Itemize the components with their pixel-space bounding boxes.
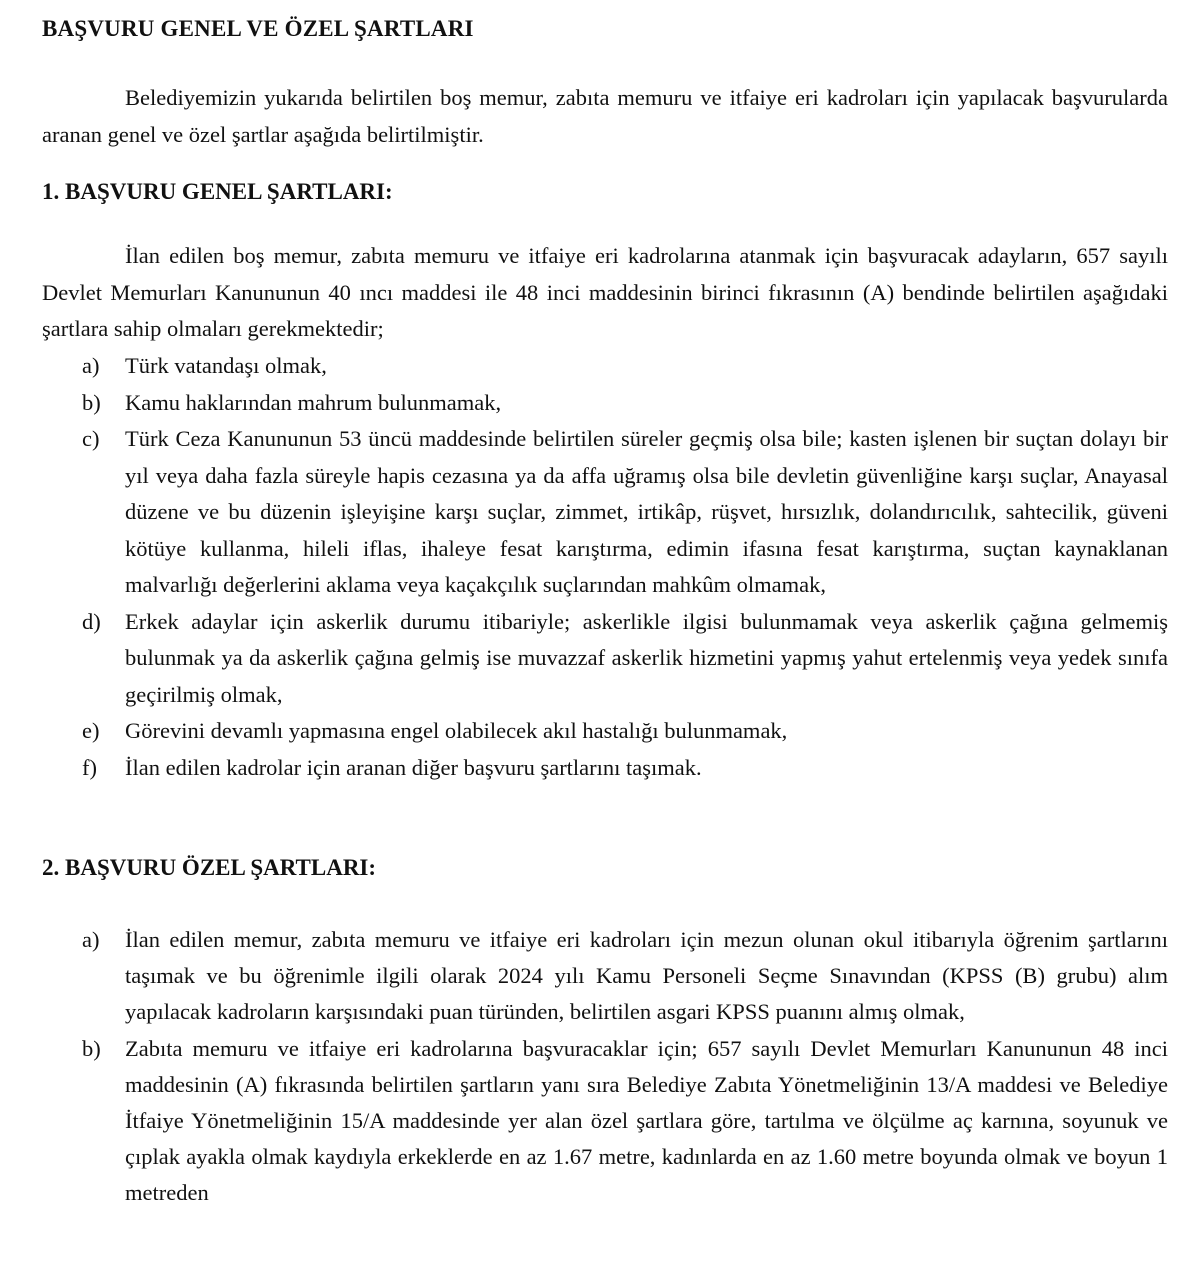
- list-item-text: İlan edilen kadrolar için aranan diğer başvuru şartlarını taşımak.: [125, 754, 702, 780]
- list-item-letter: b): [82, 1035, 101, 1061]
- general-conditions-list: [82, 348, 1168, 786]
- list-item-c: [82, 421, 1168, 604]
- list-item-a: [82, 922, 1168, 1031]
- list-item-letter: d): [82, 608, 101, 634]
- list-item-letter: a): [82, 353, 100, 378]
- list-item-f: [82, 750, 1168, 787]
- special-conditions-list: [82, 922, 1168, 1212]
- list-item-text: İlan edilen memur, zabıta memuru ve itfaiye eri kadroları için mezun olunan okul itibarıyla öğrenim şartlarını taşımak ve bu öğrenimle ilgili olarak 2024 yılı Kamu Personeli Seçme Sınavından (KPSS (B) grubu) alım yapılacak kadroların karşısındaki puan türünden, belirtilen asgari KPSS puanını almış olmak,: [125, 927, 1168, 1025]
- list-item-text: Türk Ceza Kanununun 53 üncü maddesinde belirtilen süreler geçmiş olsa bile; kasten işlenen bir suçtan dolayı bir yıl veya daha fazla süreyle hapis cezasına ya da affa uğramış olsa bile devletin güvenliğine karşı suçlar, Anayasal düzene ve bu düzenin işleyişine karşı suçlar, zimmet, irtikâp, rüşvet, hırsızlık, dolandırıcılık, sahtecilik, güveni kötüye kullanma, hileli iflas, ihaleye fesat karıştırma, edimin ifasına fesat karıştırma, suçtan kaynaklanan malvarlığı değerlerini aklama veya kaçakçılık suçlarından mahkûm olmamak,: [125, 426, 1168, 597]
- list-item-a: [82, 348, 1168, 385]
- list-item-letter: a): [82, 927, 100, 952]
- list-item-text: Kamu haklarından mahrum bulunmamak,: [125, 389, 502, 415]
- list-item-b: [82, 385, 1168, 422]
- section-1-paragraph: İlan edilen boş memur, zabıta memuru ve itfaiye eri kadrolarına atanmak için başvuracak adayların, 657 sayılı Devlet Memurları Kanununun 40 ıncı maddesi ile 48 inci maddesinin birinci fıkrasının (A) bendinde belirtilen aşağıdaki şartlara sahip olmaları gerekmektedir;: [42, 243, 1168, 341]
- list-item-e: [82, 713, 1168, 750]
- list-item-text: Türk vatandaşı olmak,: [125, 353, 327, 378]
- list-item-d: [82, 604, 1168, 714]
- document-title: BAŞVURU GENEL VE ÖZEL ŞARTLARI: [42, 16, 474, 41]
- list-item-text: Görevini devamlı yapmasına engel olabilecek akıl hastalığı bulunmamak,: [125, 718, 788, 743]
- section-1-title: 1. BAŞVURU GENEL ŞARTLARI:: [42, 179, 393, 204]
- section-2-title: 2. BAŞVURU ÖZEL ŞARTLARI:: [42, 855, 377, 880]
- list-item-letter: e): [82, 718, 100, 743]
- list-item-letter: b): [82, 389, 101, 415]
- list-item-b: [82, 1031, 1168, 1212]
- list-item-letter: c): [82, 426, 100, 451]
- list-item-letter: f): [82, 754, 97, 780]
- list-item-text: Zabıta memuru ve itfaiye eri kadrolarına başvuracaklar için; 657 sayılı Devlet Memurları Kanununun 48 inci maddesinin (A) fıkrasında belirtilen şartların yanı sıra Belediye Zabıta Yönetmeliğinin 13/A maddesi ve Belediye İtfaiye Yönetmeliğinin 15/A maddesinde yer alan özel şartlara göre, tartılma ve ölçülme aç karnına, soyunuk ve çıplak ayakla olmak kaydıyla erkeklerde en az 1.67 metre, kadınlarda en az 1.60 metre boyunda olmak ve boyun 1 metreden: [125, 1035, 1168, 1206]
- list-item-text: Erkek adaylar için askerlik durumu itibariyle; askerlikle ilgisi bulunmamak veya askerlik çağına gelmemiş bulunmak ya da askerlik çağına gelmiş ise muvazzaf askerlik hizmetini yapmış yahut ertelenmiş veya yedek sınıfa geçirilmiş olmak,: [125, 608, 1168, 707]
- intro-paragraph: Belediyemizin yukarıda belirtilen boş memur, zabıta memuru ve itfaiye eri kadroları için yapılacak başvurularda aranan genel ve özel şartlar aşağıda belirtilmiştir.: [42, 85, 1168, 147]
